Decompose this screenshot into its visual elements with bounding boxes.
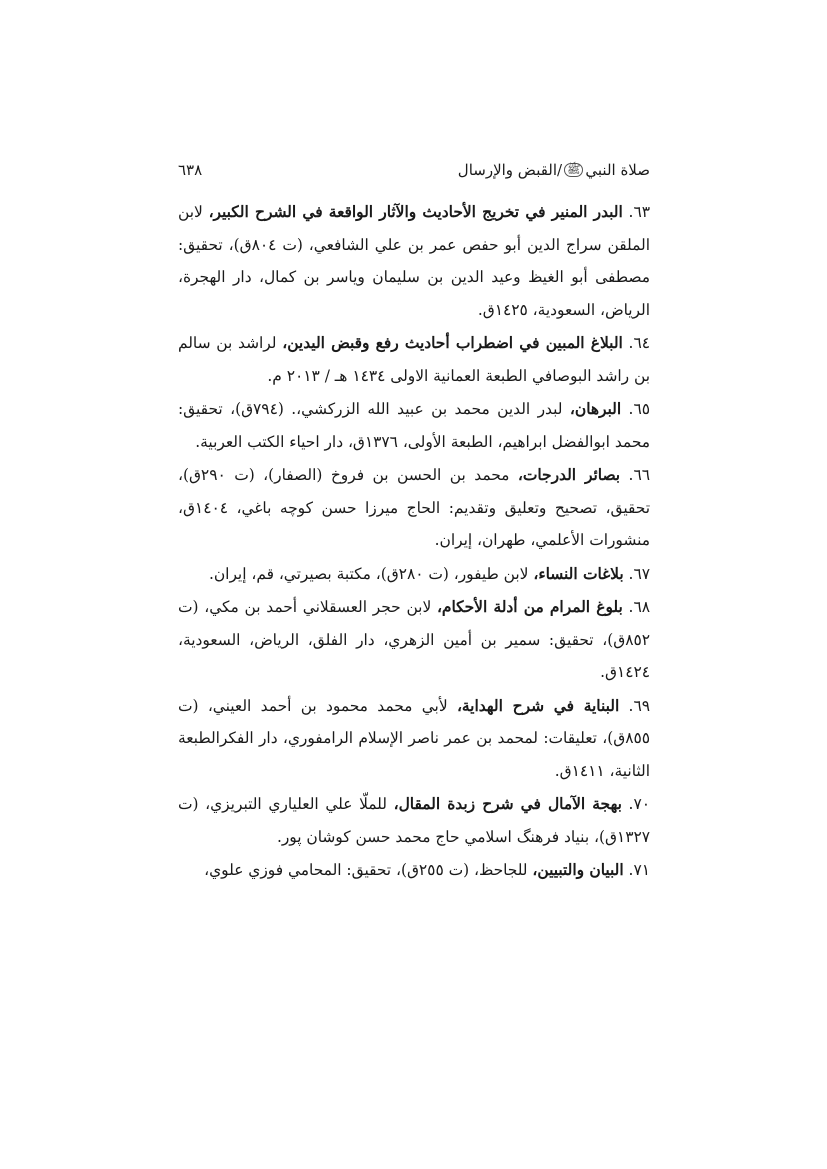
entry-title: البناية في شرح الهداية، xyxy=(456,696,620,715)
book-page xyxy=(178,150,650,888)
entry-title: البرهان، xyxy=(569,400,622,418)
entry-details: للملّا علي العلياري التبريزي، (ت ١٣٢٧ق)، بنياد فرهنگ اسلامي حاج محمد حسن كوشان پور. xyxy=(178,795,650,846)
entry-number: ٦٧. xyxy=(623,564,650,583)
entry-title: بهجة الآمال في شرح زبدة المقال، xyxy=(393,795,622,813)
entry-title: بلوغ المرام من أدلة الأحكام، xyxy=(436,598,623,616)
page-number: ٦٣٨ xyxy=(178,161,203,179)
entry-title: بصائر الدرجات، xyxy=(517,466,621,484)
bibliography-entry xyxy=(178,327,650,392)
bibliography-entry xyxy=(178,854,650,887)
entry-number: ٦٨. xyxy=(622,598,650,616)
entry-details: لبدر الدين محمد بن عبيد الله الزركشي،. (٧٩٤ق)، تحقيق: محمد ابوالفضل ابراهيم، الطبعة الأولى، ١٣٧٦ق، دار احياء الكتب العربية. xyxy=(178,400,650,451)
entry-number: ٧١. xyxy=(623,861,650,879)
salawat-icon: ﷺ xyxy=(564,163,583,177)
entry-title: البلاغ المبين في اضطراب أحاديث رفع وقبض اليدين، xyxy=(282,334,623,352)
entry-number: ٧٠. xyxy=(621,795,650,813)
entry-details: للجاحظ، (ت ٢٥٥ق)، تحقيق: المحامي فوزي علوي، xyxy=(204,861,533,879)
entry-details: لابن الملقن سراج الدين أبو حفص عمر بن علي الشافعي، (ت ٨٠٤ق)، تحقيق: مصطفى أبو الغيظ وعيد الدين بن سليمان وياسر بن كمال، دار الهجرة، الرياض، السعودية، ١٤٢٥ق. xyxy=(178,203,650,319)
entry-details: محمد بن الحسن بن فروخ (الصفار)، (ت ٢٩٠ق)، تحقيق، تصحيح وتعليق وتقديم: الحاج ميرزا حسن كوچه باغي، ١٤٠٤ق، منشورات الأعلمي، طهران، إيران. xyxy=(178,466,650,549)
entry-number: ٦٤. xyxy=(622,334,650,352)
running-header xyxy=(178,150,650,190)
entry-number: ٦٩. xyxy=(619,696,650,715)
entry-details: لأبي محمد محمود بن أحمد العيني، (ت ٨٥٥ق)، تعليقات: لمحمد بن عمر ناصر الإسلام الرامفوري، دار الفكرالطبعة الثانية، ١٤١١ق. xyxy=(178,696,650,780)
bibliography-entry xyxy=(178,788,650,853)
entry-title: بلاغات النساء، xyxy=(533,564,624,583)
entry-details: لراشد بن سالم بن راشد البوصافي الطبعة العمانية الاولى ١٤٣٤ هـ / ٢٠١٣ م. xyxy=(178,334,650,385)
bibliography-entry xyxy=(178,558,650,591)
entry-number: ٦٣. xyxy=(622,203,650,221)
bibliography-list xyxy=(178,196,650,887)
running-title-part1: صلاة النبي xyxy=(585,161,650,179)
running-title-part2: /القبض والإرسال xyxy=(457,161,563,179)
bibliography-entry xyxy=(178,591,650,689)
bibliography-entry xyxy=(178,690,650,788)
entry-title: البدر المنير في تخريج الأحاديث والآثار الواقعة في الشرح الكبير، xyxy=(208,203,623,221)
entry-details: لابن طيفور، (ت ٢٨٠ق)، مكتبة بصيرتي، قم، إيران. xyxy=(208,564,534,583)
bibliography-entry xyxy=(178,393,650,458)
entry-details: لابن حجر العسقلاني أحمد بن مكي، (ت ٨٥٢ق)، تحقيق: سمير بن أمين الزهري، دار الفلق، الرياض، السعودية، ١٤٢٤ق. xyxy=(178,598,650,681)
entry-title: البيان والتبيين، xyxy=(532,861,624,879)
entry-number: ٦٦. xyxy=(620,466,650,484)
entry-number: ٦٥. xyxy=(621,400,650,418)
running-title xyxy=(458,161,650,179)
bibliography-entry xyxy=(178,196,650,326)
bibliography-entry xyxy=(178,459,650,557)
